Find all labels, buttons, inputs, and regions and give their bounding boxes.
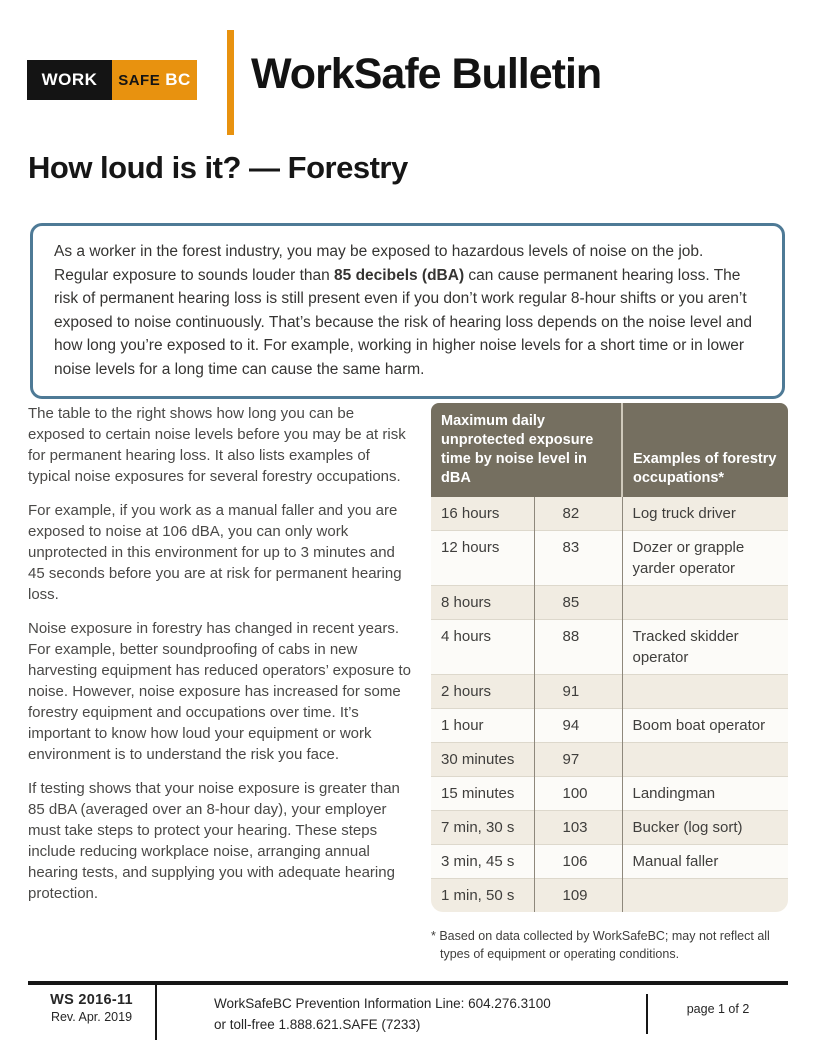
logo-bc-text: BC — [165, 70, 191, 89]
intro-text-before: As a worker in the forest industry, you may be exposed to hazardous levels of noise on the job. Regular exposure to sounds louder than — [54, 243, 704, 284]
occupation-cell: Boom boat operator — [622, 709, 788, 743]
occupation-cell: Bucker (log sort) — [622, 811, 788, 845]
noise-level-cell: 103 — [534, 811, 622, 845]
exposure-time-cell: 4 hours — [431, 620, 534, 675]
logo-safebc-box — [112, 60, 197, 100]
exposure-time-cell: 2 hours — [431, 675, 534, 709]
noise-level-cell: 83 — [534, 531, 622, 586]
exposure-time-cell: 1 min, 50 s — [431, 879, 534, 913]
table-row — [431, 879, 788, 913]
page-indicator: page 1 of 2 — [686, 1002, 750, 1016]
noise-level-cell: 109 — [534, 879, 622, 913]
occupation-cell — [622, 743, 788, 777]
occupation-cell: Landingman — [622, 777, 788, 811]
table-footnote: * Based on data collected by WorkSafeBC; may not reflect all types of equipment or operating conditions. — [431, 929, 770, 962]
main-content — [28, 403, 788, 963]
exposure-time-cell: 7 min, 30 s — [431, 811, 534, 845]
noise-level-cell: 85 — [534, 586, 622, 620]
occupation-cell — [622, 879, 788, 913]
doc-number: WS 2016-11 — [50, 992, 133, 1008]
exposure-time-cell: 30 minutes — [431, 743, 534, 777]
table-header-occupations: Examples of forestry occupations* — [622, 403, 788, 497]
table-row — [431, 586, 788, 620]
intro-callout — [30, 223, 785, 399]
logo-work-box — [27, 60, 112, 100]
noise-level-cell: 91 — [534, 675, 622, 709]
exposure-time-cell: 16 hours — [431, 497, 534, 531]
table-row — [431, 497, 788, 531]
intro-text — [54, 240, 761, 381]
table-row — [431, 531, 788, 586]
contact-info-block — [157, 985, 646, 1040]
page-title: How loud is it? — Forestry — [28, 150, 408, 185]
noise-table-column — [431, 403, 788, 963]
noise-level-cell: 94 — [534, 709, 622, 743]
noise-level-cell: 100 — [534, 777, 622, 811]
exposure-time-cell: 8 hours — [431, 586, 534, 620]
exposure-time-cell: 3 min, 45 s — [431, 845, 534, 879]
body-paragraph-3: Noise exposure in forestry has changed in recent years. For example, better soundproofing of cabs in new harvesting equipment has reduced operators’ exposure to noise. However, noise exposure has increased for some forestry equipment and occupations over time. It’s important to know how loud your equipment or work environment is to understand the risk you face. — [28, 620, 412, 763]
intro-text-after: can cause permanent hearing loss. The risk of permanent hearing loss is still present even if you don’t work regular 8-hour shifts or you aren’t exposed to noise continuously. That’s because the risk of hearing loss depends on the noise level and how long you’re exposed to it. For example, working in higher noise levels for a short time or in lower noise levels for a long time can cause the same harm. — [54, 266, 752, 378]
noise-level-cell: 82 — [534, 497, 622, 531]
info-line-2: or toll-free 1.888.621.SAFE (7233) — [214, 1016, 421, 1032]
page-footer — [28, 981, 788, 1040]
occupation-cell — [622, 675, 788, 709]
logo-work-text: WORK — [41, 70, 98, 89]
brand-divider-bar — [227, 30, 234, 135]
table-row — [431, 709, 788, 743]
body-paragraph-2: For example, if you work as a manual faller and you are exposed to noise at 106 dBA, you can only work unprotected in this environment for up to 3 minutes and 45 seconds before you are at risk for permanent hearing loss. — [28, 502, 402, 603]
bulletin-title: WorkSafe Bulletin — [251, 50, 602, 98]
info-line-1: WorkSafeBC Prevention Information Line: 604.276.3100 — [214, 996, 551, 1011]
intro-text-bold: 85 decibels (dBA) — [334, 266, 465, 284]
table-header-exposure: Maximum daily unprotected exposure time by noise level in dBA — [431, 403, 622, 497]
logo-safe-text: SAFE — [118, 71, 161, 89]
body-text-column — [28, 403, 411, 963]
table-row — [431, 811, 788, 845]
occupation-cell: Manual faller — [622, 845, 788, 879]
table-header-row — [431, 403, 788, 497]
table-row — [431, 777, 788, 811]
revision-date: Rev. Apr. 2019 — [50, 1010, 133, 1024]
body-paragraph-1: The table to the right shows how long you can be exposed to certain noise levels before you may be at risk for permanent hearing loss. It also lists examples of typical noise exposures for several forestry occupations. — [28, 405, 406, 485]
exposure-time-cell: 1 hour — [431, 709, 534, 743]
exposure-time-cell: 15 minutes — [431, 777, 534, 811]
exposure-time-cell: 12 hours — [431, 531, 534, 586]
table-row — [431, 675, 788, 709]
noise-level-cell: 97 — [534, 743, 622, 777]
occupation-cell: Dozer or grapple yarder operator — [622, 531, 788, 586]
occupation-cell: Log truck driver — [622, 497, 788, 531]
occupation-cell: Tracked skidder operator — [622, 620, 788, 675]
worksafebc-logo — [27, 60, 197, 100]
document-id-block — [28, 985, 155, 1040]
table-row — [431, 620, 788, 675]
body-paragraph-4: If testing shows that your noise exposure is greater than 85 dBA (averaged over an 8-hour day), your employer must take steps to protect your hearing. These steps include reducing workplace noise, arranging annual hearing tests, and supplying you with adequate hearing protection. — [28, 780, 400, 902]
table-row — [431, 743, 788, 777]
noise-level-cell: 106 — [534, 845, 622, 879]
noise-exposure-table — [431, 403, 788, 912]
noise-level-cell: 88 — [534, 620, 622, 675]
occupation-cell — [622, 586, 788, 620]
table-row — [431, 845, 788, 879]
